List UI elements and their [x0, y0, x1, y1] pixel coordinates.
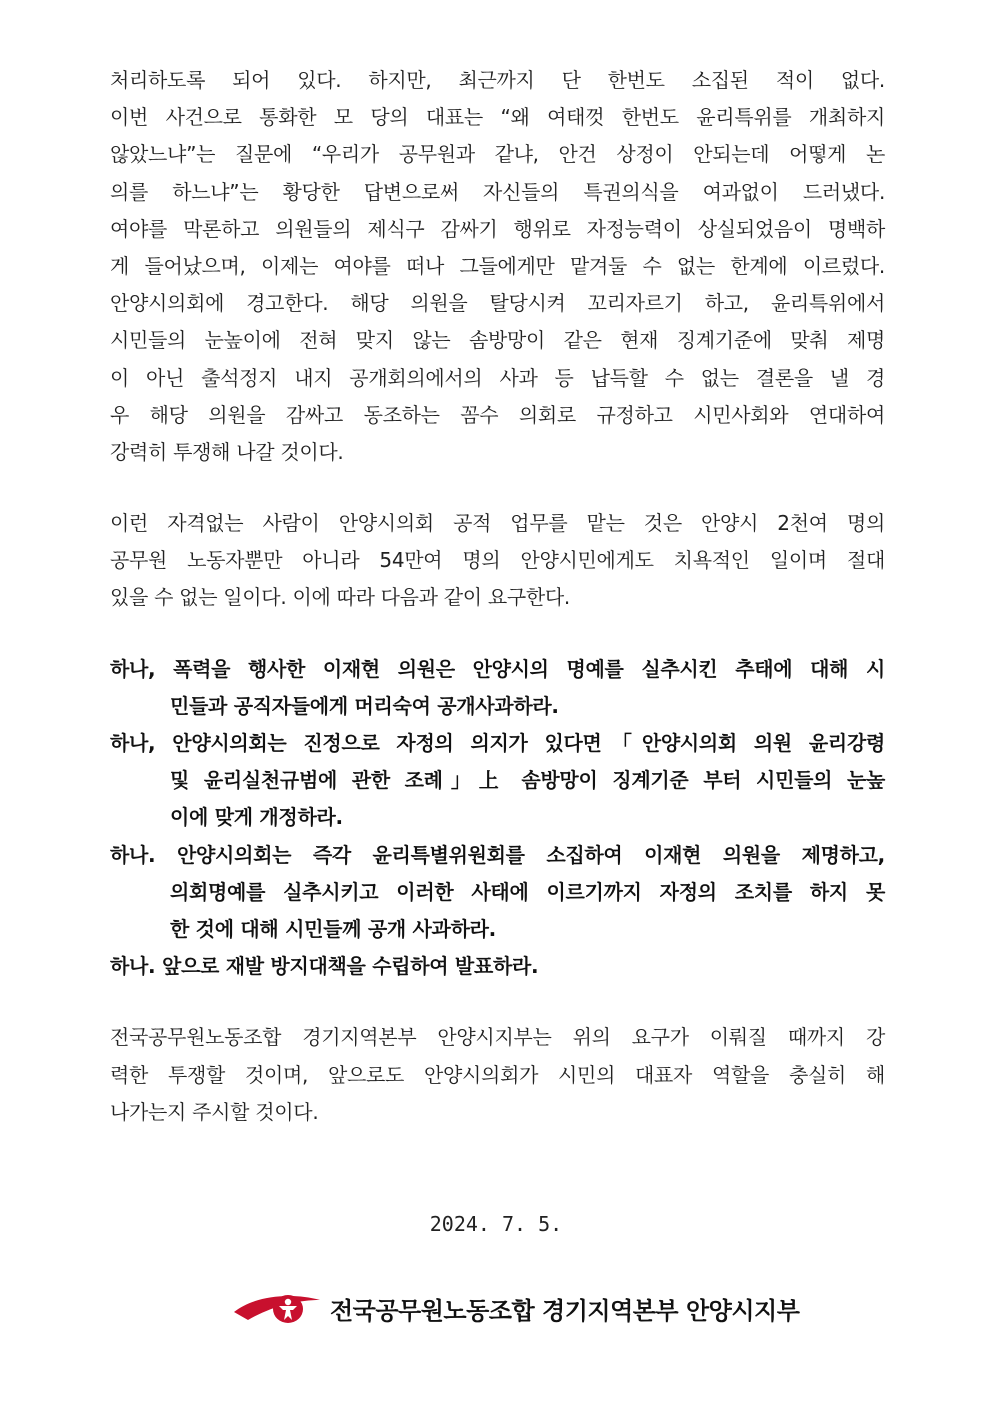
text-line: 공무원 노동자뿐만 아니라 54만여 명의 안양시민에게도 치욕적인 일이며 절대 — [110, 548, 885, 573]
demand-line: 하나, 안양시의회는 진정으로 자정의 의지가 있다면「안양시의회 의원 윤리강령 — [110, 731, 885, 755]
text-line: 있을 수 없는 일이다. 이에 따라 다음과 같이 요구한다. — [110, 585, 570, 610]
paragraph-warning — [110, 62, 885, 471]
demand-line: 한 것에 대해 시민들께 공개 사과하라. — [170, 916, 496, 941]
text-line: 게 들어났으며, 이제는 여야를 떠나 그들에게만 맡겨둘 수 없는 한계에 이르렀다. — [110, 253, 885, 278]
demand-line: 하나, 폭력을 행사한 이재현 의원은 안양시의 명예를 실추시킨 추태에 대해 시 — [110, 656, 885, 681]
text-line: 강력히 투쟁해 나갈 것이다. — [110, 439, 344, 464]
demand-line: 민들과 공직자들에게 머리숙여 공개사과하라. — [170, 693, 559, 718]
text-line: 나가는지 주시할 것이다. — [110, 1099, 319, 1124]
paragraph-disgrace — [110, 505, 885, 617]
text-line: 이번 사건으로 통화한 모 당의 대표는 “왜 여태껏 한번도 윤리특위를 개최하지 — [110, 105, 885, 130]
text-line: 시민들의 눈높이에 전혀 맞지 않는 솜방망이 같은 현재 징계기준에 맞춰 제명 — [110, 328, 885, 353]
union-name: 전국공무원노동조합 경기지역본부 안양시지부 — [330, 1296, 800, 1325]
demand-item-2 — [110, 725, 885, 837]
text-line: 전국공무원노동조합 경기지역본부 안양시지부는 위의 요구가 이뤄질 때까지 강 — [110, 1025, 885, 1050]
union-signature — [232, 1288, 800, 1328]
demand-item-1 — [110, 651, 885, 725]
demand-item-3 — [110, 837, 885, 949]
text-line: 이 아닌 출석정지 내지 공개회의에서의 사과 등 납득할 수 없는 결론을 낼 경 — [110, 365, 885, 390]
statement-date: 2024. 7. 5. — [429, 1212, 563, 1236]
demand-line: 하나. 앞으로 재발 방지대책을 수립하여 발표하라. — [110, 954, 539, 979]
demand-item-4 — [110, 948, 885, 985]
union-emblem-icon — [232, 1290, 322, 1326]
text-line: 여야를 막론하고 의원들의 제식구 감싸기 행위로 자정능력이 상실되었음이 명백하 — [110, 216, 885, 241]
text-line: 이런 자격없는 사람이 안양시의회 공적 업무를 맡는 것은 안양시 2천여 명의 — [110, 511, 885, 536]
text-line: 처리하도록 되어 있다. 하지만, 최근까지 단 한번도 소집된 적이 없다. — [110, 68, 885, 92]
demand-line: 이에 맞게 개정하라. — [170, 805, 343, 830]
text-line: 안양시의회에 경고한다. 해당 의원을 탈당시켜 꼬리자르기 하고, 윤리특위에서 — [110, 291, 885, 316]
text-line: 력한 투쟁할 것이며, 앞으로도 안양시의회가 시민의 대표자 역할을 충실히 해 — [110, 1062, 885, 1087]
text-line: 우 해당 의원을 감싸고 동조하는 꼼수 의회로 규정하고 시민사회와 연대하여 — [110, 402, 885, 427]
text-line: 의를 하느냐”는 황당한 답변으로써 자신들의 특권의식을 여과없이 드러냈다. — [110, 179, 885, 204]
paragraph-closing — [110, 1019, 885, 1131]
text-line: 않았느냐”는 질문에 “우리가 공무원과 같냐, 안건 상정이 안되는데 어떻게 논 — [110, 142, 885, 167]
demand-list — [110, 651, 885, 986]
demand-line: 의회명예를 실추시키고 이러한 사태에 이르기까지 자정의 조치를 하지 못 — [170, 879, 885, 904]
demand-line: 하나. 안양시의회는 즉각 윤리특별위원회를 소집하여 이재현 의원을 제명하고, — [110, 842, 885, 867]
statement-body — [110, 62, 885, 1131]
demand-line: 및 윤리실천규범에 관한 조례」上 솜방망이 징계기준 부터 시민들의 눈높 — [170, 768, 885, 793]
